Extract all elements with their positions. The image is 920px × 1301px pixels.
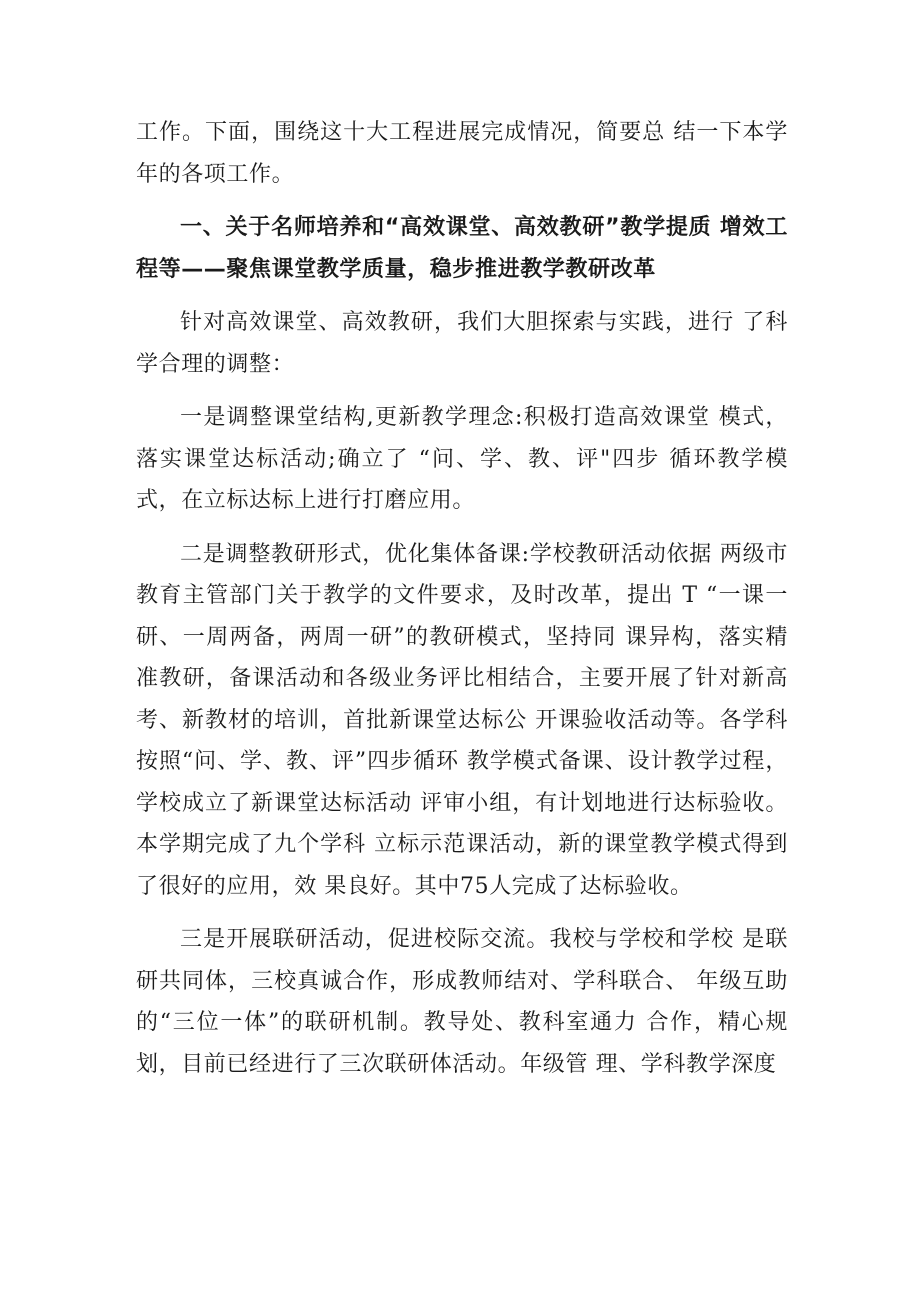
section-heading-1: 一、关于名师培养和“高效课堂、高效教研”教学提质 增效工程等——聚焦课堂教学质量，稳步推进教学教研改革 bbox=[136, 215, 788, 282]
paragraph-joint-research: 三是开展联研活动，促进校际交流。我校与学校和学校 是联研共同体，三校真诚合作，形成教师结对、学科联合、 年级互助的“三位一体”的联研机制。教导处、教科室通力 合作，精心规划，目前已经进行了三次联研体活动。年级管 理、学科教学深度 bbox=[136, 927, 788, 1077]
paragraph-intro-continued: 工作。下面，围绕这十大工程进展完成情况，简要总 结一下本学年的各项工作。 bbox=[136, 120, 788, 187]
document-page bbox=[136, 112, 788, 1085]
paragraph-teaching-research: 二是调整教研形式，优化集体备课:学校教研活动依据 两级市教育主管部门关于教学的文件要求，及时改革，提出 T “一课一研、一周两备，两周一研”的教研模式，坚持同 课异构，落实精准教研，备课活动和各级业务评比相结合，主要开展了针对新高考、新教材的培训，首批新课堂达标公 开课验收活动等。各学科按照“问、学、教、评”四步循环 教学模式备课、设计教学过程，学校成立了新课堂达标活动 评审小组，有计划地进行达标验收。本学期完成了九个学科 立标示范课活动，新的课堂教学模式得到了很好的应用，效 果良好。其中75人完成了达标验收。 bbox=[136, 541, 788, 899]
paragraph-classroom-structure: 一是调整课堂结构,更新教学理念:积极打造高效课堂 模式，落实课堂达标活动;确立了 “问、学、教、评"四步 循环教学模式，在立标达标上进行打磨应用。 bbox=[136, 405, 788, 513]
paragraph-adjustment-intro: 针对高效课堂、高效教研，我们大胆探索与实践，进行 了科学合理的调整： bbox=[136, 310, 788, 377]
